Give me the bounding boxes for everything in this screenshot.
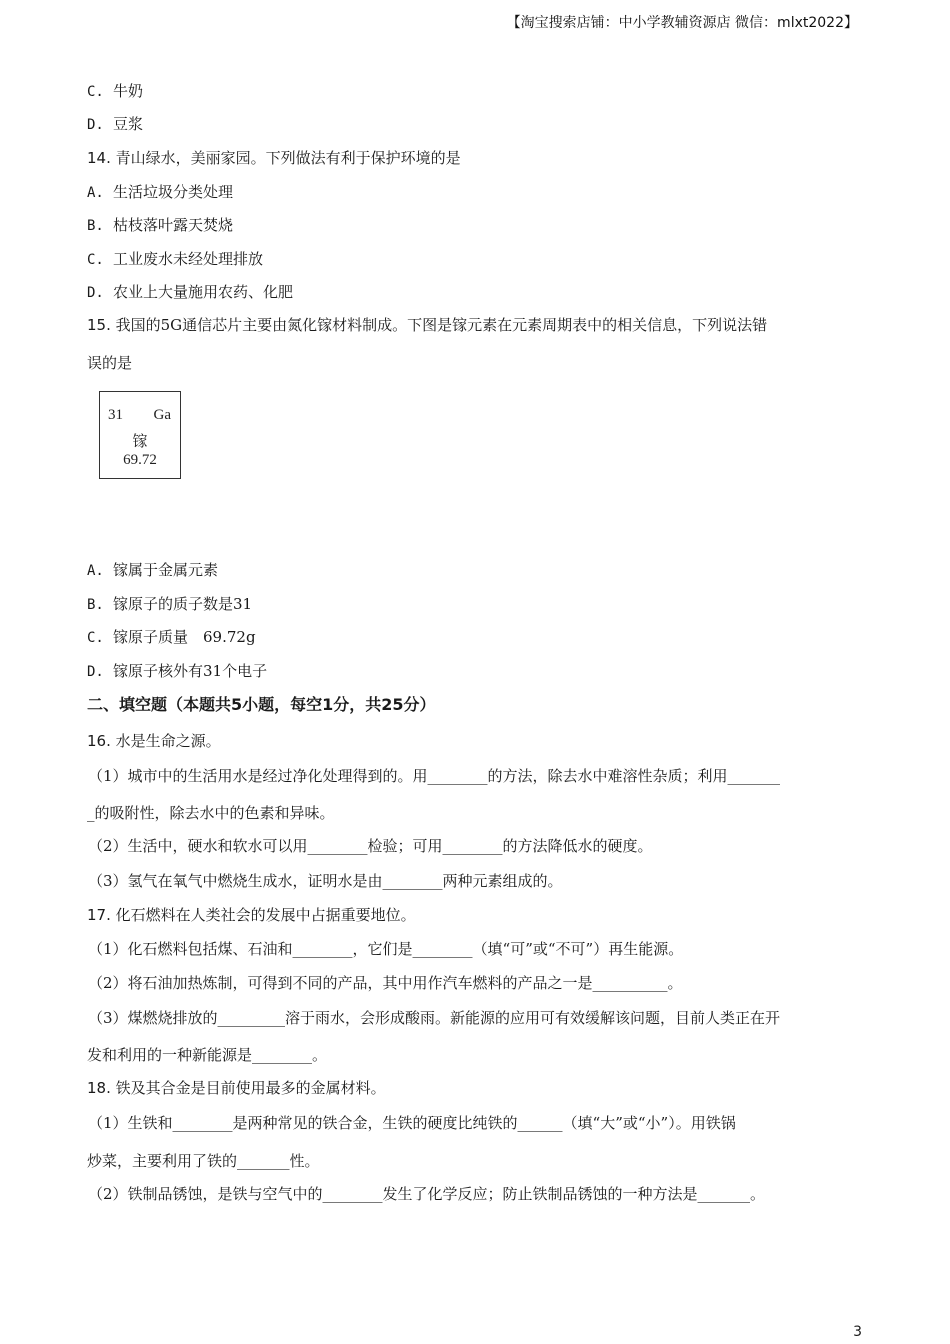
q16-part1-line2: _的吸附性，除去水中的色素和异味。 bbox=[87, 804, 335, 822]
q14-stem: 14. 青山绿水，美丽家园。下列做法有利于保护环境的是 bbox=[87, 149, 461, 167]
q14-option-c: C. 工业废水未经处理排放 bbox=[87, 250, 264, 268]
q15-option-d: D. 镓原子核外有31个电子 bbox=[87, 662, 268, 680]
atomic-mass: 69.72 bbox=[123, 452, 157, 468]
q18-part1-line1: （1）生铁和________是两种常见的铁合金，生铁的硬度比纯铁的______（填“大”或“小”）。用铁锅 bbox=[88, 1114, 736, 1132]
q18-part2: （2）铁制品锈蚀，是铁与空气中的________发生了化学反应；防止铁制品锈蚀的一种方法是_______。 bbox=[88, 1185, 766, 1203]
element-name: 镓 bbox=[132, 434, 148, 450]
q16-part1-line1: （1）城市中的生活用水是经过净化处理得到的。用________的方法，除去水中难溶性杂质；利用_______ bbox=[88, 767, 781, 785]
page-header: 【淘宝搜索店铺：中小学教辅资源店 微信：mlxt2022】 bbox=[506, 15, 858, 31]
q16-part3: （3）氢气在氧气中燃烧生成水，证明水是由________两种元素组成的。 bbox=[88, 872, 563, 890]
element-tile-gallium bbox=[99, 391, 181, 479]
q15-stem-line2: 误的是 bbox=[87, 354, 133, 372]
page-number: 3 bbox=[853, 1324, 862, 1340]
q13-option-d: D. 豆浆 bbox=[87, 115, 144, 133]
q18-stem: 18. 铁及其合金是目前使用最多的金属材料。 bbox=[87, 1079, 386, 1097]
q15-option-a: A. 镓属于金属元素 bbox=[87, 561, 219, 579]
atomic-number: 31 bbox=[108, 407, 123, 423]
q15-option-b: B. 镓原子的质子数是31 bbox=[87, 595, 253, 613]
q15-stem-line1: 15. 我国的5G通信芯片主要由氮化镓材料制成。下图是镓元素在元素周期表中的相关信息，下列说法错 bbox=[87, 316, 768, 334]
element-symbol: Ga bbox=[153, 407, 171, 423]
q13-option-c: C. 牛奶 bbox=[87, 82, 144, 100]
q14-option-b: B. 枯枝落叶露天焚烧 bbox=[87, 216, 234, 234]
q17-part2: （2）将石油加热炼制，可得到不同的产品，其中用作汽车燃料的产品之一是__________。 bbox=[88, 974, 683, 992]
q17-part1: （1）化石燃料包括煤、石油和________，它们是________（填“可”或“不可”）再生能源。 bbox=[88, 940, 684, 958]
q17-part3-line1: （3）煤燃烧排放的_________溶于雨水，会形成酸雨。新能源的应用可有效缓解该问题，目前人类正在开 bbox=[88, 1009, 781, 1027]
q17-part3-line2: 发和利用的一种新能源是________。 bbox=[87, 1046, 328, 1064]
q16-stem: 16. 水是生命之源。 bbox=[87, 732, 221, 750]
q17-stem: 17. 化石燃料在人类社会的发展中占据重要地位。 bbox=[87, 906, 416, 924]
q14-option-d: D. 农业上大量施用农药、化肥 bbox=[87, 283, 294, 301]
section-heading: 二、填空题（本题共5小题，每空1分，共25分） bbox=[87, 695, 436, 714]
q18-part1-line2: 炒菜，主要利用了铁的_______性。 bbox=[87, 1152, 320, 1170]
q15-option-c: C. 镓原子质量 69.72g bbox=[87, 628, 256, 646]
q16-part2: （2）生活中，硬水和软水可以用________检验；可用________的方法降低水的硬度。 bbox=[88, 837, 653, 855]
q14-option-a: A. 生活垃圾分类处理 bbox=[87, 183, 234, 201]
